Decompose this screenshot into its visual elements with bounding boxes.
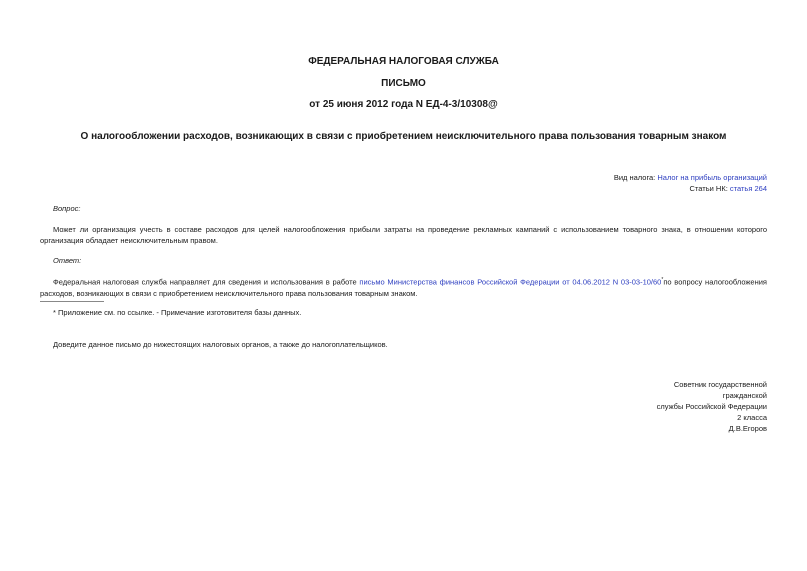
signature-line-4: 2 класса bbox=[737, 413, 767, 422]
question-text: Может ли организация учесть в составе расходов для целей налогообложения прибыли затраты на проведение рекламных кампаний с использованием товарного знака, в отношении которого организация обладает неисключительным правом. bbox=[40, 225, 767, 245]
tax-type-link[interactable]: Налог на прибыль организаций bbox=[657, 173, 767, 182]
signature-line-3: службы Российской Федерации bbox=[656, 402, 767, 411]
signatory-name: Д.В.Егоров bbox=[728, 424, 767, 433]
minfin-letter-link[interactable]: письмо Министерства финансов Российской Федерации от 04.06.2012 N 03-03-10/60 bbox=[359, 277, 662, 287]
date-number-heading: от 25 июня 2012 года N ЕД-4-3/10308@ bbox=[309, 99, 498, 110]
nk-article-link[interactable]: статья 264 bbox=[729, 184, 767, 193]
tax-type-label: Вид налога: bbox=[613, 173, 656, 182]
doc-type-heading: ПИСЬМО bbox=[381, 78, 426, 89]
answer-text-before: Федеральная налоговая служба направляет для сведения и использования в работе bbox=[53, 277, 360, 287]
signature-line-2: гражданской bbox=[722, 391, 767, 400]
closing-text: Доведите данное письмо до нижестоящих налоговых органов, а также до налогоплательщиков. bbox=[53, 340, 388, 349]
answer-text bbox=[40, 275, 767, 299]
footnote-text: * Приложение см. по ссылке. - Примечание изготовителя базы данных. bbox=[53, 308, 302, 317]
document-title: О налогообложении расходов, возникающих в связи с приобретением неисключительного права пользования товарным знаком bbox=[80, 131, 727, 142]
answer-label: Ответ: bbox=[53, 256, 82, 265]
answer-text-after: по вопросу налогообложения расходов, возникающих в связи с приобретением неисключительного права пользования товарным знаком. bbox=[40, 277, 767, 298]
footnote-separator bbox=[40, 301, 104, 302]
question-label: Вопрос: bbox=[53, 204, 81, 213]
meta-block bbox=[614, 172, 767, 194]
tax-type-line bbox=[614, 172, 767, 183]
nk-label: Статьи НК: bbox=[689, 184, 728, 193]
nk-line bbox=[614, 183, 767, 194]
agency-heading: ФЕДЕРАЛЬНАЯ НАЛОГОВАЯ СЛУЖБА bbox=[308, 56, 499, 67]
signature-block bbox=[657, 379, 767, 434]
footnote-mark: * bbox=[661, 277, 664, 283]
signature-line-1: Советник государственной bbox=[673, 380, 767, 389]
